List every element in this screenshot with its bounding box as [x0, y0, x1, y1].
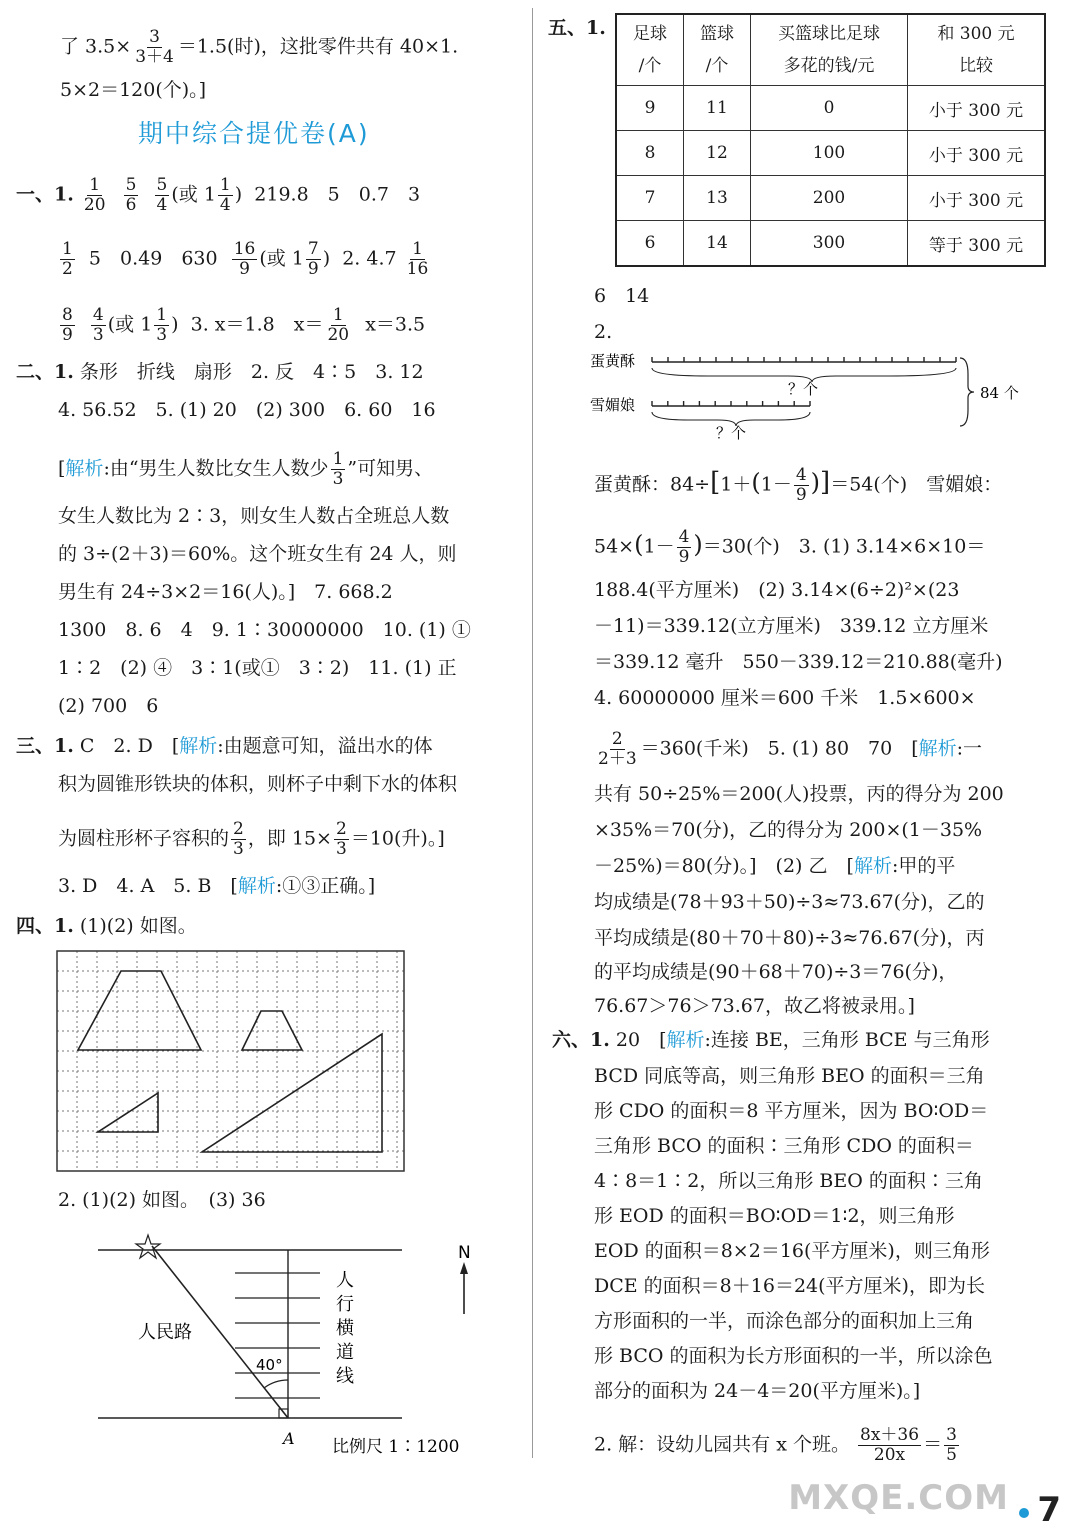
table-cell: 11	[684, 86, 751, 131]
s5-line-3: 188.4(平方厘米) (2) 3.14×(6÷2)²×(23	[594, 579, 960, 601]
table-cell: 13	[684, 176, 751, 221]
s6-line-6: 形 EOD 的面积＝BO∶OD＝1∶2，则三角形	[594, 1205, 955, 1227]
watermark: MXQE.COM	[788, 1478, 1009, 1518]
table-cell: 7	[616, 176, 684, 221]
s5-line-6: 4. 60000000 厘米＝600 千米 1.5×600×	[594, 687, 976, 709]
table-cell: 小于 300 元	[908, 176, 1046, 221]
table-cell: 等于 300 元	[908, 221, 1046, 267]
segment-diagram	[588, 346, 1058, 446]
s2-line-2: 4. 56.52 5. (1) 20 (2) 300 6. 60 16	[58, 399, 436, 421]
s5-line-a: 蛋黄酥：84÷[1＋(1－ $\frac{4}{9}$ )]＝54(个) 雪媚娘：	[594, 465, 1003, 505]
s6-line-7: EOD 的面积＝8×2＝16(平方厘米)，则三角形	[594, 1240, 990, 1262]
s6-line-4: 三角形 BCO 的面积∶三角形 CDO 的面积＝	[594, 1135, 974, 1157]
table-header-cell: 篮球 /个	[684, 14, 751, 86]
s4-line-2: 2. (1)(2) 如图。 (3) 36	[58, 1189, 266, 1211]
s1-line-2: $\frac{1}{2}$ 5 0.49 630 $\frac{16}{9}$ (或 1 $\frac{7}{9}$ ) 2. 4.7 $\frac{1}{16}$	[62, 239, 429, 279]
angle-label: 40°	[256, 1356, 283, 1374]
table-header-cell: 足球 /个	[616, 14, 684, 86]
table-row	[616, 221, 1045, 267]
s6-line-10: 形 BCO 的面积为长方形面积的一半，所以涂色	[594, 1345, 993, 1367]
page-marker-dot	[1019, 1508, 1029, 1518]
s3-line-3: 为圆柱形杯子容积的 $\frac{2}{3}$ ，即 15× $\frac{2}{3}$ ＝10(升)。]	[58, 819, 445, 859]
table-cell: 6	[616, 221, 684, 267]
s5-q2: 2.	[594, 321, 613, 343]
table-cell: 14	[684, 221, 751, 267]
s3-line-1: 三、1. C 2. D [解析:由题意可知，溢出水的体	[16, 735, 433, 757]
north-arrow-icon	[460, 1262, 468, 1274]
s6-line-1: 六、1. 20 [解析:连接 BE，三角形 BCE 与三角形	[552, 1029, 990, 1051]
s2-line-5: 的 3÷(2＋3)＝60%。这个班女生有 24 人，则	[58, 543, 457, 565]
table-cell: 12	[684, 131, 751, 176]
table-cell: 0	[751, 86, 908, 131]
table-row	[616, 131, 1045, 176]
s5-line-4: －11)＝339.12(立方厘米) 339.12 立方厘米	[594, 615, 989, 637]
table-header-cell: 和 300 元 比较	[908, 14, 1046, 86]
diagram-question-2: ？个	[716, 424, 747, 442]
s5-line-8: 共有 50÷25%＝200(人)投票，丙的得分为 200	[594, 783, 1004, 805]
s6-line-5: 4∶8＝1∶2，所以三角形 BEO 的面积∶三角	[594, 1170, 983, 1192]
s5-line-7: $\frac{2}{2+3}$ ＝360(千米) 5. (1) 80 70 [解析:一	[598, 729, 983, 769]
page-title: 期中综合提优卷(A)	[138, 119, 370, 148]
s6-line-8: DCE 的面积＝8＋16＝24(平方厘米)，即为长	[594, 1275, 985, 1297]
s5-line-9: ×35%＝70(分)，乙的得分为 200×(1－35%	[594, 819, 983, 841]
s5-line-b: 54×(1－ $\frac{4}{9}$ )＝30(个) 3. (1) 3.14×6×10＝	[594, 527, 986, 567]
crossing-char-2: 行	[336, 1294, 354, 1315]
top-line-1: 了 3.5× $\frac{3}{3+4}$ ＝1.5(时)，这批零件共有 40×1.	[60, 27, 459, 67]
large-triangle	[202, 1034, 382, 1152]
table-cell: 8	[616, 131, 684, 176]
crossing-char-4: 道	[336, 1342, 354, 1363]
table-header-cell: 买篮球比足球 多花的钱/元	[751, 14, 908, 86]
s6-line-3: 形 CDO 的面积＝8 平方厘米，因为 BO∶OD＝	[594, 1100, 989, 1122]
crossing-char-5: 线	[336, 1366, 354, 1387]
answer-table	[615, 13, 1046, 267]
s2-line-1: 二、1. 条形 折线 扇形 2. 反 4∶5 3. 12	[16, 361, 424, 383]
s6-line-11: 部分的面积为 24－4＝20(平方厘米)。]	[594, 1380, 921, 1402]
s1-line-3: $\frac{8}{9}$ $\frac{4}{3}$ (或 1 $\frac{1}{3}$ ) 3. x＝1.8 x＝ $\frac{1}{20}$ x＝3.5	[62, 305, 426, 345]
s5-line-12: 平均成绩是(80＋70＋80)÷3≈76.67(分)，丙	[594, 927, 985, 949]
scale-label: 比例尺 1∶1200	[332, 1437, 460, 1457]
s2-line-9: (2) 700 6	[58, 695, 159, 717]
s3-line-4: 3. D 4. A 5. B [解析:①③正确。]	[58, 875, 376, 897]
diagram-label-b: 雪媚娘	[590, 396, 636, 414]
s6-line-12: 2. 解：设幼儿园共有 x 个班。 $\frac{8x+36}{20x}$ ＝ $\frac{3}{5}$	[594, 1425, 957, 1465]
s1-line-1: 一、1. $\frac{1}{20}$ $\frac{5}{6}$ $\frac{5}{4}$ (或 1 $\frac{1}{4}$ ) 219.8 5 0.7 3	[16, 175, 421, 215]
table-cell: 小于 300 元	[908, 86, 1046, 131]
table-row	[616, 176, 1045, 221]
star-icon	[136, 1235, 160, 1258]
diagram-label-a: 蛋黄酥	[590, 352, 636, 370]
table-header-row	[616, 14, 1045, 86]
small-triangle	[98, 1093, 158, 1132]
s5-line-10: －25%)＝80(分)。] (2) 乙 [解析:甲的平	[594, 855, 956, 877]
s5-line-13: 的平均成绩是(90＋68＋70)÷3＝76(分)，	[594, 961, 958, 983]
point-a-label: A	[283, 1429, 295, 1448]
north-label: N	[458, 1243, 471, 1263]
s5-line-11: 均成绩是(78＋93＋50)÷3≈73.67(分)，乙的	[594, 891, 985, 913]
map-figure	[90, 1230, 510, 1500]
road-label: 人民路	[138, 1322, 192, 1343]
s2-line-3: [解析:由“男生人数比女生人数少 $\frac{1}{3}$ ”可知男、	[58, 449, 434, 489]
grid-figure	[56, 950, 406, 1172]
table-cell: 300	[751, 221, 908, 267]
table-cell: 200	[751, 176, 908, 221]
s5-ans1: 6 14	[594, 285, 650, 307]
column-divider	[532, 8, 533, 1458]
s2-line-7: 1300 8. 6 4 9. 1∶30000000 10. (1) ①	[58, 619, 471, 641]
page-number: 7	[1037, 1490, 1061, 1530]
s2-line-6: 男生有 24÷3×2＝16(人)。] 7. 668.2	[58, 581, 393, 603]
diagram-total: 84 个	[980, 384, 1019, 402]
crossing-char-3: 横	[336, 1318, 354, 1339]
crossing-char-1: 人	[336, 1270, 354, 1291]
s5-label: 五、1.	[548, 17, 606, 39]
s3-line-2: 积为圆锥形铁块的体积，则杯子中剩下水的体积	[58, 773, 458, 795]
s2-line-8: 1∶2 (2) ④ 3∶1(或① 3∶2) 11. (1) 正	[58, 657, 457, 679]
s5-line-14: 76.67＞76＞73.67，故乙将被录用。]	[594, 995, 915, 1017]
table-cell: 小于 300 元	[908, 131, 1046, 176]
s6-line-9: 方形面积的一半，而涂色部分的面积加上三角	[594, 1310, 975, 1332]
s5-line-5: ＝339.12 毫升 550－339.12＝210.88(毫升)	[594, 651, 1003, 673]
table-row	[616, 86, 1045, 131]
s4-line-1: 四、1. (1)(2) 如图。	[16, 915, 197, 937]
s6-line-2: BCD 同底等高，则三角形 BEO 的面积＝三角	[594, 1065, 985, 1087]
top-line-2: 5×2＝120(个)。]	[60, 79, 207, 101]
table-cell: 9	[616, 86, 684, 131]
table-cell: 100	[751, 131, 908, 176]
diagram-question-1: ？个	[788, 380, 819, 398]
s2-line-4: 女生人数比为 2∶3，则女生人数占全班总人数	[58, 505, 450, 527]
